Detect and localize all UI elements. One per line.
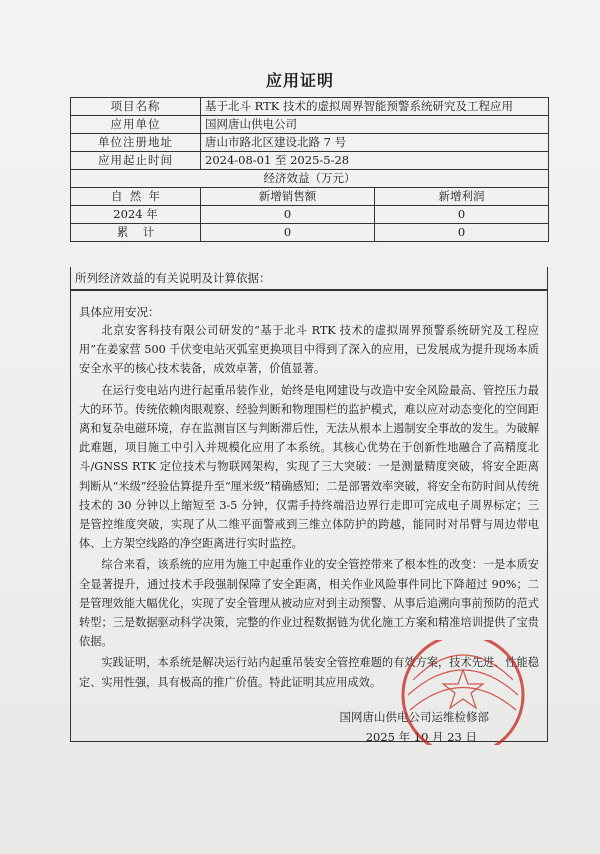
row-year: 2024 年	[71, 206, 201, 224]
paragraph: 综合来看，该系统的应用为施工中起重作业的安全管控带来了根本性的改变：一是本质安全显著提升，通过技术手段强制保障了安全距离，相关作业风险事件同比下降超过 90%；二是管理效能大幅优化，实现了安全管理从被动应对到主动预警、从事后追溯向事前预防的范式转型；三是数据驱动科学决策，完整的作业过程数据链为优化施工方案和精准培训提供了宝贵依据。	[79, 558, 539, 649]
address-value: 唐山市路北区建设北路 7 号	[201, 134, 549, 152]
row-sales: 0	[201, 224, 375, 242]
official-seal-stamp	[338, 640, 548, 745]
paragraph: 在运行变电站内进行起重吊装作业，始终是电网建设与改造中安全风险最高、管控压力最大的环节。传统依赖肉眼观察、经验判断和物理围栏的监护模式，难以应对动态变化的空间距离和复杂电磁环境，存在监测盲区与判断滞后性，无法从根本上遏制安全事故的发生。为破解此难题，项目施工中引入并规模化应用了本系统。其核心优势在于创新性地融合了高精度北斗/GNSS RTK 定位技术与物联网架构，实现了三大突破：一是测量精度突破，将安全距离判断从“米级”经验估算提升至“厘米级”精确感知；二是部署效率突破，将安全布防时间从传统技术的 30 分钟以上缩短至 3-5 分钟，仅需手持终端沿边界行走即可完成电子周界标定；三是管控维度突破，实现了从二维平面警戒到三维立体防护的跨越，能同时对吊臂与周边带电体、上方架空线路的净空距离进行实时监控。	[79, 383, 539, 551]
address-label: 单位注册地址	[71, 134, 201, 152]
table-row	[71, 134, 549, 152]
application-heading: 具体应用安况：	[79, 305, 160, 319]
table-row	[71, 170, 549, 188]
row-year: 累 计	[71, 224, 201, 242]
project-name-label: 项目名称	[71, 98, 201, 116]
signature-org: 国网唐山供电公司运维检修部	[339, 710, 489, 724]
application-body	[79, 321, 539, 694]
table-row	[71, 188, 549, 206]
unit-label: 应用单位	[71, 116, 201, 134]
period-label: 应用起止时间	[71, 152, 201, 170]
table-row	[71, 116, 549, 134]
benefit-header: 经济效益（万元）	[71, 170, 549, 188]
row-profit: 0	[375, 206, 549, 224]
sales-header: 新增销售额	[201, 188, 375, 206]
row-profit: 0	[375, 224, 549, 242]
benefit-note: 所列经济效益的有关说明及计算依据：	[70, 267, 548, 290]
paragraph: 实践证明，本系统是解决运行站内起重吊装安全管控难题的有效方案，技术先进、性能稳定、实用性强，具有极高的推广价值。特此证明其应用成效。	[79, 656, 539, 689]
row-sales: 0	[201, 206, 375, 224]
page-title: 应用证明	[265, 71, 334, 90]
table-row	[71, 98, 549, 116]
table-row	[71, 224, 549, 242]
table-row	[71, 206, 549, 224]
signature-date: 2025 年 10 月 23 日	[365, 730, 477, 744]
paragraph: 北京安客科技有限公司研发的“基于北斗 RTK 技术的虚拟周界预警系统研究及工程应用”在姜家营 500 千伏变电站灭弧室更换项目中得到了深入的应用，已发展成为提升现场本质安全水平的核心技术装备，成效卓著，价值显著。	[79, 324, 539, 376]
period-value: 2024-08-01 至 2025-5-28	[201, 152, 549, 170]
unit-value: 国网唐山供电公司	[201, 116, 549, 134]
info-table	[70, 97, 549, 242]
table-row	[71, 152, 549, 170]
profit-header: 新增利润	[375, 188, 549, 206]
project-name-value: 基于北斗 RTK 技术的虚拟周界智能预警系统研究及工程应用	[201, 98, 549, 116]
year-header: 自 然 年	[71, 188, 201, 206]
